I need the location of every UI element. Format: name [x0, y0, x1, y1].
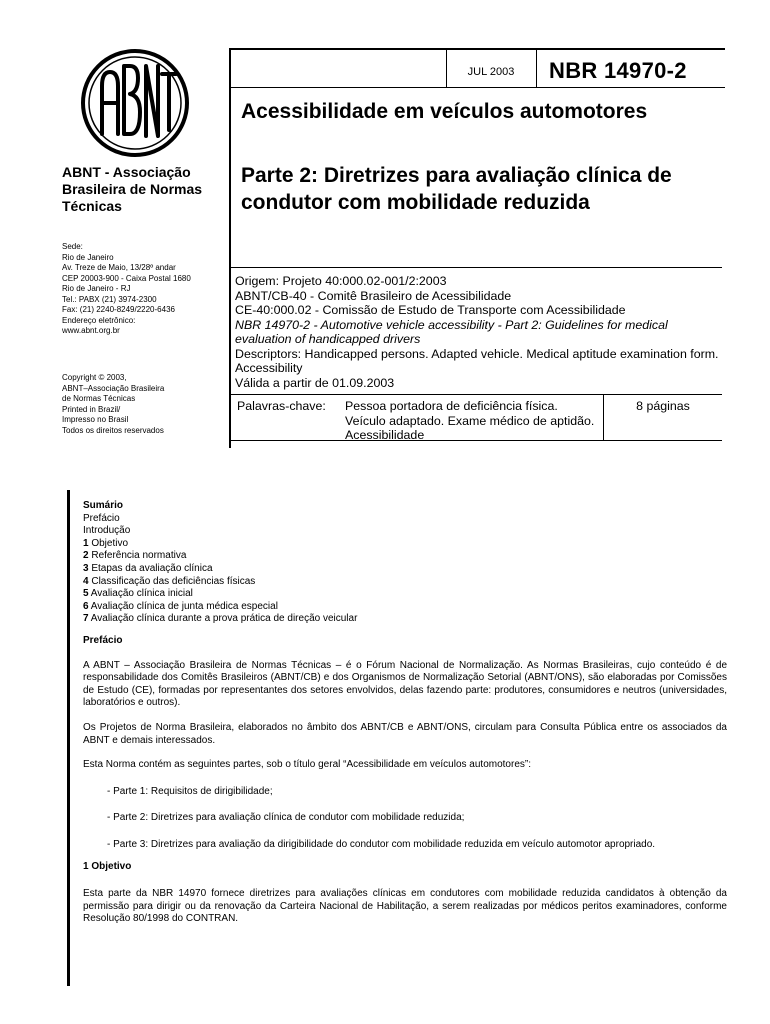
address-line: Fax: (21) 2240-8249/2220-6436	[62, 305, 175, 314]
origin-line: ABNT/CB-40 - Comitê Brasileiro de Acessibilidade	[235, 288, 512, 303]
address-line: Rio de Janeiro	[62, 252, 114, 262]
copyright-line: de Normas Técnicas	[62, 394, 136, 403]
document-title: Acessibilidade em veículos automotores	[241, 100, 648, 123]
part-list-item: - Parte 1: Requisitos de dirigibilidade;	[107, 785, 273, 797]
objective-paragraph: Esta parte da NBR 14970 fornece diretrizes para avaliações clínicas em condutores com mobilidade reduzida candidatos à obtenção da permissão para dirigir ou da renovação da Carteira Nacional de Habilitação, a serem realizadas por médicos peritos examinadores, conforme Resolução 80/1998 do CONTRAN.	[83, 888, 727, 925]
address-line: Endereço eletrônico:	[62, 315, 136, 325]
toc-item: 6 Avaliação clínica de junta médica especial	[83, 600, 278, 612]
copyright-block	[62, 373, 227, 436]
origin-valid-from: Válida a partir de 01.09.2003	[235, 375, 395, 390]
origin-english-title: NBR 14970-2 - Automotive vehicle accessibility - Part 2: Guidelines for medical evaluation of handicapped drivers	[235, 317, 668, 346]
keywords-top-rule	[229, 394, 722, 395]
copyright-line: Impresso no Brasil	[62, 415, 129, 424]
page-count: 8 páginas	[636, 399, 690, 413]
address-line: Rio de Janeiro - RJ	[62, 284, 131, 293]
keywords-label: Palavras-chave:	[237, 399, 326, 413]
preface-paragraph: Os Projetos de Norma Brasileira, elaborados no âmbito dos ABNT/CB e ABNT/ONS, circulam para Consulta Pública entre os associados da ABNT e demais interessados.	[83, 721, 727, 746]
preface-paragraph: Esta Norma contém as seguintes partes, sob o título geral “Acessibilidade em veículos automotores”:	[83, 759, 531, 771]
copyright-line: Printed in Brazil/	[62, 404, 121, 414]
preface-heading: Prefácio	[83, 634, 123, 646]
organization-name: ABNT - Associação Brasileira de Normas Técnicas	[62, 164, 203, 214]
address-line: Tel.: PABX (21) 3974-2300	[62, 294, 157, 304]
standard-number: NBR 14970-2	[549, 58, 687, 83]
document-subtitle: Parte 2: Diretrizes para avaliação clínica de condutor com mobilidade reduzida	[241, 164, 672, 214]
table-of-contents	[83, 513, 727, 626]
copyright-line: ABNT–Associação Brasileira	[62, 383, 165, 393]
toc-item: 1 Objetivo	[83, 537, 129, 549]
toc-item: 5 Avaliação clínica inicial	[83, 588, 193, 600]
address-line: Sede:	[62, 242, 83, 251]
toc-item: 4 Classificação das deficiências físicas	[83, 575, 256, 587]
copyright-line: Todos os direitos reservados	[62, 425, 164, 435]
body-margin-rule	[67, 490, 70, 986]
publication-date: JUL 2003	[467, 66, 515, 78]
header-date-rule	[229, 87, 725, 88]
toc-item: 2 Referência normativa	[83, 550, 187, 562]
origin-top-rule	[229, 267, 722, 268]
preface-paragraph: A ABNT – Associação Brasileira de Normas Técnicas – é o Fórum Nacional de Normalização. As Normas Brasileiras, cujo conteúdo é de responsabilidade dos Comitês Brasileiros (ABNT/CB) e dos Organismos de Normalização Setorial (ABNT/ONS), são elaboradas por Comissões de Estudo (CE), formadas por representantes dos setores envolvidos, delas fazendo parte: produtores, consumidores e neutros (universidades, laboratórios e outros).	[83, 659, 727, 709]
header-vertical-rule	[229, 48, 231, 448]
document-body	[83, 500, 727, 926]
summary-heading: Sumário	[83, 500, 124, 511]
toc-item: 7 Avaliação clínica durante a prova prática de direção veicular	[83, 613, 358, 625]
origin-line: Origem: Projeto 40:000.02-001/2:2003	[235, 274, 447, 288]
address-line: CEP 20003-900 - Caixa Postal 1680	[62, 273, 191, 283]
toc-item: 3 Etapas da avaliação clínica	[83, 562, 213, 574]
abnt-logo	[80, 48, 190, 158]
part-list-item: - Parte 2: Diretrizes para avaliação clínica de condutor com mobilidade reduzida;	[107, 812, 465, 824]
part-list-item: - Parte 3: Diretrizes para avaliação da dirigibilidade do condutor com mobilidade reduzida em veículo automotor apropriado.	[107, 838, 656, 850]
origin-line: CE-40:000.02 - Comissão de Estudo de Transporte com Acessibilidade	[235, 303, 626, 317]
address-block	[62, 242, 227, 337]
copyright-line: Copyright © 2003,	[62, 373, 127, 382]
toc-item: Prefácio	[83, 512, 120, 524]
origin-block	[235, 274, 721, 390]
address-line: www.abnt.org.br	[62, 326, 120, 335]
address-line: Av. Treze de Maio, 13/28º andar	[62, 263, 176, 272]
keywords-text: Pessoa portadora de deficiência física. Veículo adaptado. Exame médico de aptidão. Acessibilidade	[345, 399, 595, 442]
header-top-rule	[229, 48, 725, 50]
toc-item: Introdução	[83, 525, 131, 537]
objective-heading: 1 Objetivo	[83, 861, 132, 873]
origin-descriptors: Descriptors: Handicapped persons. Adapted vehicle. Medical aptitude examination form. Accessibility	[235, 346, 719, 375]
standard-divider	[536, 48, 537, 88]
